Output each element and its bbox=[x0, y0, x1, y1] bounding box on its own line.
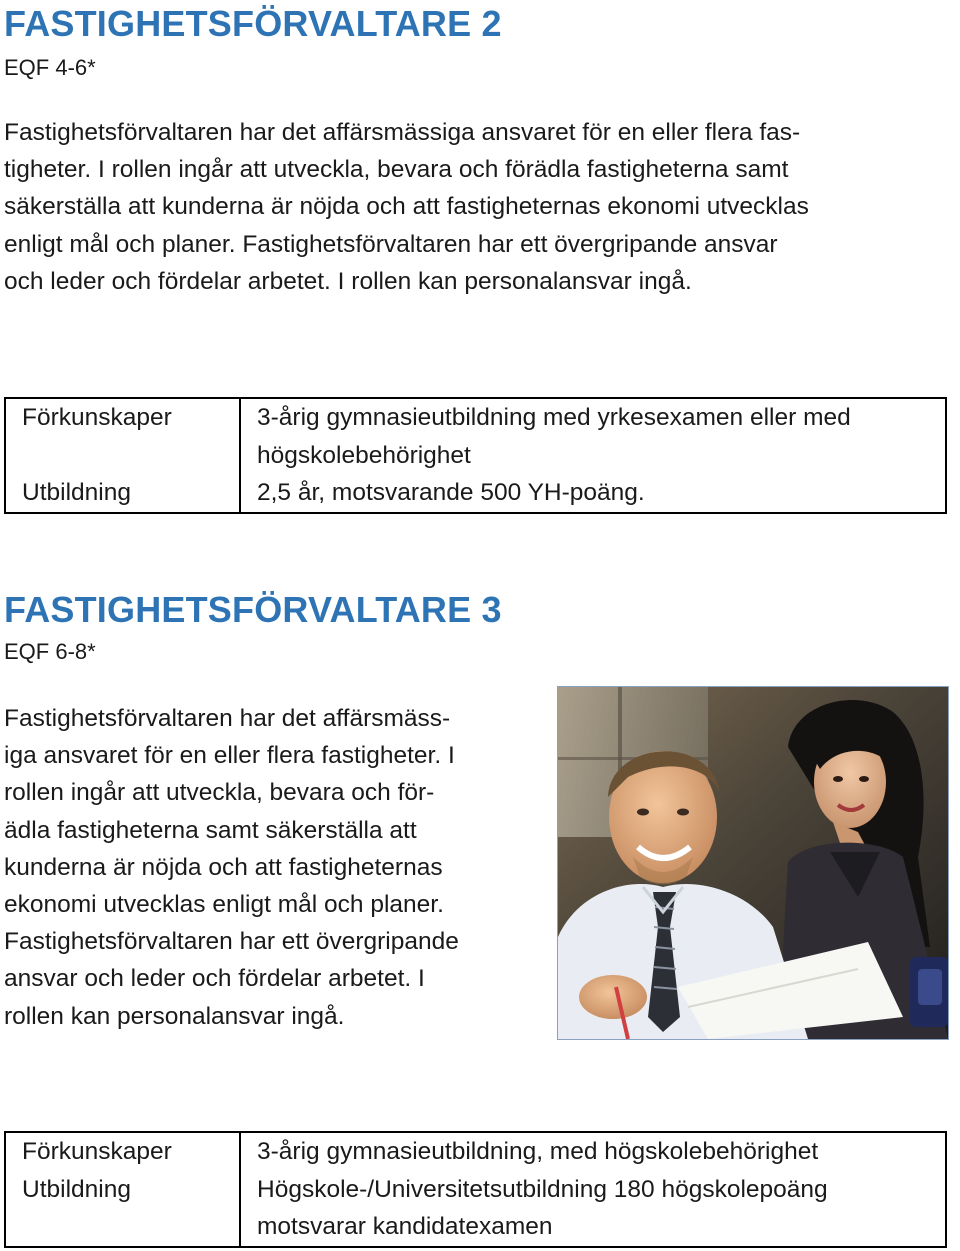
section2-title: FASTIGHETSFÖRVALTARE 3 bbox=[4, 589, 502, 630]
section2-description-line: Fastighetsförvaltaren har det affärsmäss- bbox=[4, 705, 451, 732]
section2-education-value-line: motsvarar kandidatexamen bbox=[257, 1213, 553, 1240]
section2-description-line: ansvar och leder och fördelar arbetet. I bbox=[4, 965, 425, 993]
section2-description-line: ädla fastigheterna samt säkerställa att bbox=[4, 816, 417, 844]
section2-education-label: Utbildning bbox=[5, 1171, 240, 1247]
section1-requirements-table bbox=[4, 397, 947, 514]
section1-eqf: EQF 4-6* bbox=[4, 55, 96, 80]
section1-description-line: säkerställa att kunderna är nöjda och att fastigheternas ekonomi utvecklas bbox=[4, 193, 809, 221]
section1-education-label: Utbildning bbox=[5, 474, 240, 513]
section2-description-line: kunderna är nöjda och att fastigheternas bbox=[4, 853, 443, 881]
section1-description bbox=[4, 114, 809, 300]
section2-description-line: ekonomi utvecklas enligt mål och planer. bbox=[4, 891, 444, 919]
section2-prerequisites-value bbox=[240, 1132, 946, 1171]
section1-title: FASTIGHETSFÖRVALTARE 2 bbox=[4, 3, 502, 44]
section2-eqf: EQF 6-8* bbox=[4, 639, 96, 664]
section1-prerequisites-value bbox=[240, 398, 946, 474]
section2-requirements-table bbox=[4, 1131, 947, 1248]
section2-education-value bbox=[240, 1171, 946, 1247]
section2-description-line: rollen kan personalansvar ingå. bbox=[4, 1002, 345, 1030]
office-workers-photo bbox=[557, 686, 949, 1040]
section2-description-line: iga ansvaret för en eller flera fastigheter. I bbox=[4, 742, 455, 770]
section1-prerequisites-value-line: högskolebehörighet bbox=[257, 441, 471, 469]
table-row bbox=[5, 1132, 946, 1171]
section2-description-line: rollen ingår att utveckla, bevara och för- bbox=[4, 779, 435, 807]
table-row bbox=[5, 1171, 946, 1247]
section2-education-value-line: Högskole-/Universitetsutbildning 180 högskolepoäng bbox=[257, 1175, 828, 1203]
section2-prerequisites-label: Förkunskaper bbox=[5, 1132, 240, 1171]
section1-description-line: tigheter. I rollen ingår att utveckla, bevara och förädla fastigheterna samt bbox=[4, 156, 789, 184]
section2-description bbox=[4, 700, 459, 1035]
section1-education-value-line: 2,5 år, motsvarande 500 YH-poäng. bbox=[257, 479, 645, 506]
section1-description-line: och leder och fördelar arbetet. I rollen kan personalansvar ingå. bbox=[4, 267, 692, 295]
section1-description-line: Fastighetsförvaltaren har det affärsmässiga ansvaret för en eller flera fas- bbox=[4, 119, 801, 146]
table-row bbox=[5, 474, 946, 513]
table-row bbox=[5, 398, 946, 474]
section2-description-line: Fastighetsförvaltaren har ett övergripande bbox=[4, 928, 459, 956]
section1-prerequisites-value-line: 3-årig gymnasieutbildning med yrkesexamen eller med bbox=[257, 404, 851, 431]
section1-description-line: enligt mål och planer. Fastighetsförvaltaren har ett övergripande ansvar bbox=[4, 230, 778, 258]
section1-prerequisites-label: Förkunskaper bbox=[5, 398, 240, 474]
office-workers-illustration bbox=[558, 687, 948, 1039]
section1-education-value bbox=[240, 474, 946, 513]
section2-prerequisites-value-line: 3-årig gymnasieutbildning, med högskolebehörighet bbox=[257, 1138, 819, 1165]
